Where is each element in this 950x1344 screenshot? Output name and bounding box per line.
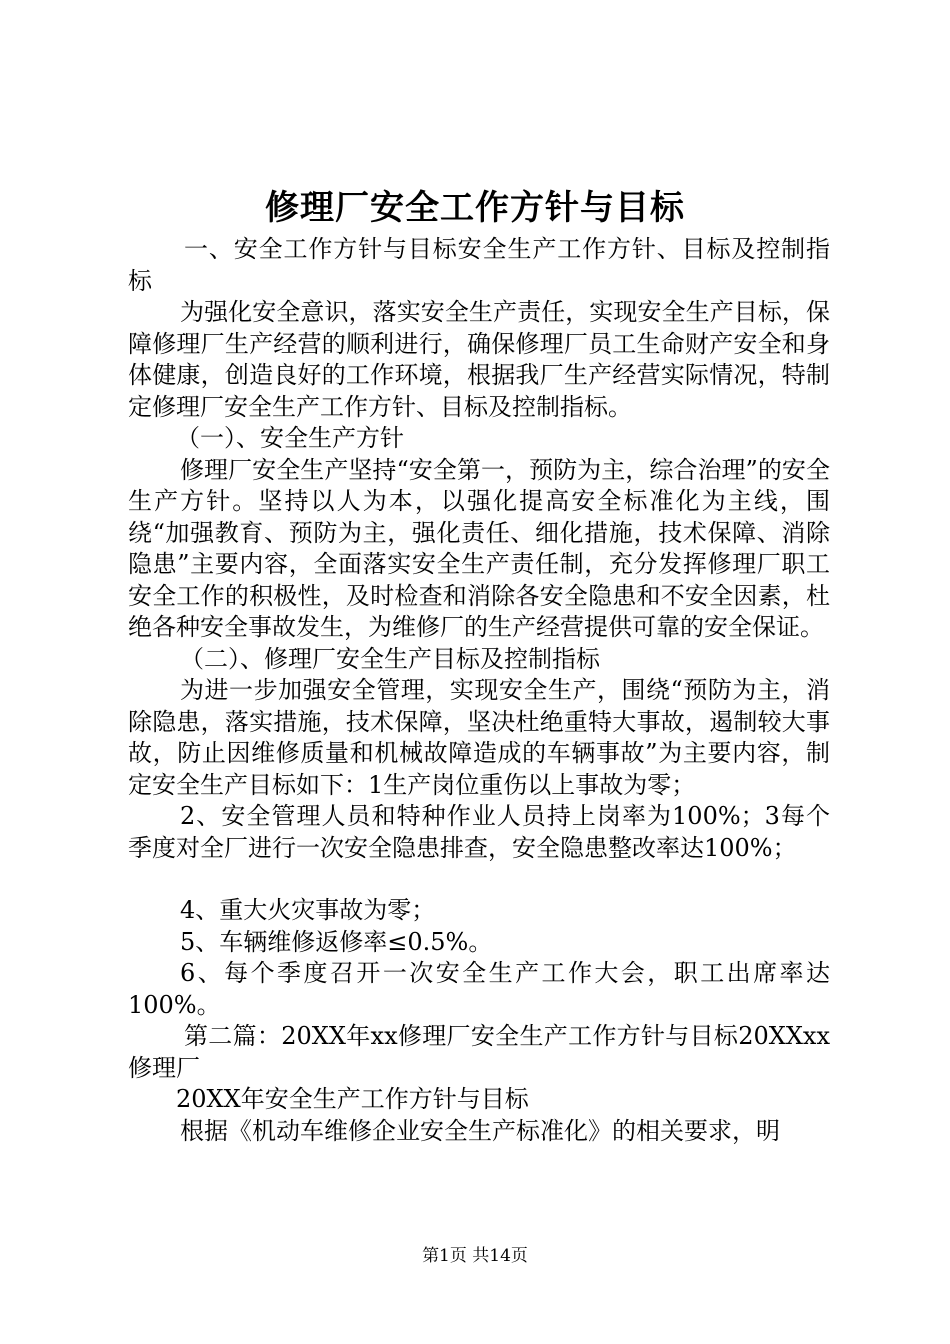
paragraph-part-two-body: 根据《机动车维修企业安全生产标准化》的相关要求，明 — [180, 1116, 780, 1145]
document-body — [128, 234, 830, 1147]
paragraph-part-two: 第二篇：20XX年xx修理厂安全生产工作方针与目标20XXxx修理厂 — [128, 1022, 830, 1082]
paragraph-subheading-1: （一）、安全生产方针 — [176, 424, 404, 452]
document-title: 修理厂安全工作方针与目标 — [265, 188, 685, 228]
paragraph-target-6: 6、每个季度召开一次安全生产工作大会，职工出席率达100%。 — [128, 959, 830, 1019]
paragraph-policy: 修理厂安全生产坚持“安全第一，预防为主，综合治理”的安全生产方针。坚持以人为本，以强化提高安全标准化为主线，围绕“加强教育、预防为主，强化责任、细化措施，技术保障、消除隐患”主要内容，全面落实安全生产责任制，充分发挥修理厂职工安全工作的积极性，及时检查和消除各安全隐患和不安全因素，杜绝各种安全事故发生，为维修厂的生产经营提供可靠的安全保证。 — [128, 455, 830, 641]
paragraph-target-2: 2、安全管理人员和特种作业人员持上岗率为100%；3每个季度对全厂进行一次安全隐患排查，安全隐患整改率达100%； — [128, 802, 830, 862]
paragraph-targets: 为进一步加强安全管理，实现安全生产，围绕“预防为主，消除隐患，落实措施，技术保障，坚决杜绝重特大事故，遏制较大事故，防止因维修质量和机械故障造成的车辆事故”为主要内容，制定安全生产目标如下：1生产岗位重伤以上事故为零； — [128, 676, 830, 799]
paragraph-section-heading: 一、安全工作方针与目标安全生产工作方针、目标及控制指标 — [128, 235, 830, 295]
paragraph-subheading-2: （二）、修理厂安全生产目标及控制指标 — [180, 644, 600, 673]
paragraph-intro: 为强化安全意识，落实安全生产责任，实现安全生产目标，保障修理厂生产经营的顺利进行，确保修理厂员工生命财产安全和身体健康，创造良好的工作环境，根据我厂生产经营实际情况，特制定修理厂安全生产工作方针、目标及控制指标。 — [128, 298, 830, 421]
paragraph-gap — [128, 864, 830, 895]
paragraph-target-5: 5、车辆维修返修率≤0.5%。 — [180, 927, 493, 956]
paragraph-part-two-title: 20XX年安全生产工作方针与目标 — [176, 1085, 529, 1113]
page-number-footer: 第1页 共14页 — [422, 1246, 528, 1266]
paragraph-target-4: 4、重大火灾事故为零； — [180, 896, 436, 924]
